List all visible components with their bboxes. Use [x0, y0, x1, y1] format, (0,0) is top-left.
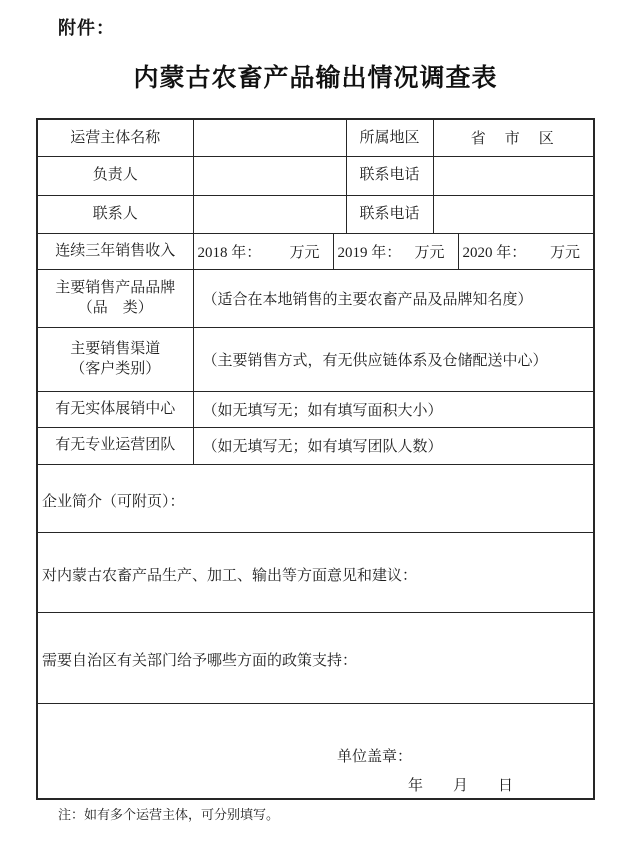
suggestions-field[interactable]: 对内蒙古农畜产品生产、加工、输出等方面意见和建议：	[37, 532, 594, 612]
contact-field[interactable]	[193, 195, 346, 233]
table-row	[37, 233, 594, 269]
revenue-label: 连续三年销售收入	[37, 233, 193, 269]
operation-team-field[interactable]: （如无填写无；如有填写团队人数）	[193, 427, 594, 464]
sales-channel-field[interactable]: （主要销售方式，有无供应链体系及仓储配送中心）	[193, 327, 594, 391]
table-row	[37, 703, 594, 799]
entity-name-field[interactable]	[193, 119, 346, 156]
region-label: 所属地区	[346, 119, 433, 156]
year-2019-label: 2019 年：	[337, 244, 402, 261]
table-row	[37, 612, 594, 703]
table-row	[37, 269, 594, 327]
footnote: 注：如有多个运营主体，可分别填写。	[58, 807, 280, 822]
phone-label-2: 联系电话	[346, 195, 433, 233]
phone-field-1[interactable]	[433, 156, 594, 195]
company-intro-field[interactable]: 企业简介（可附页）：	[37, 464, 594, 532]
year-2020-label: 2020 年：	[462, 244, 527, 261]
product-brand-field[interactable]: （适合在本地销售的主要农畜产品及品牌知名度）	[193, 269, 594, 327]
policy-support-field[interactable]: 需要自治区有关部门给予哪些方面的政策支持：	[37, 612, 594, 703]
exhibition-center-label: 有无实体展销中心	[37, 391, 193, 427]
principal-label: 负责人	[37, 156, 193, 195]
table-row	[37, 156, 594, 195]
table-row	[37, 532, 594, 612]
unit-2020-label: 万元	[550, 244, 581, 261]
entity-name-label: 运营主体名称	[37, 119, 193, 156]
product-brand-label-line2: （品 类）	[77, 300, 153, 316]
operation-team-label: 有无专业运营团队	[37, 427, 193, 464]
unit-stamp-label: 单位盖章：	[337, 748, 413, 765]
stamp-cell[interactable]	[37, 703, 594, 799]
contact-label: 联系人	[37, 195, 193, 233]
page-title: 内蒙古农畜产品输出情况调查表	[133, 64, 498, 92]
sales-channel-label	[37, 327, 193, 391]
table-row	[37, 119, 594, 156]
table-row	[37, 195, 594, 233]
phone-label-1: 联系电话	[346, 156, 433, 195]
revenue-2018-field[interactable]	[193, 233, 333, 269]
table-row	[37, 327, 594, 391]
survey-table	[36, 118, 595, 800]
region-field[interactable]: 省 市 区	[433, 119, 594, 156]
date-label: 年 月 日	[408, 778, 514, 794]
attachment-label: 附件：	[58, 18, 115, 38]
year-2018-label: 2018 年：	[197, 244, 262, 261]
unit-2019-label: 万元	[414, 244, 445, 261]
phone-field-2[interactable]	[433, 195, 594, 233]
table-row	[37, 427, 594, 464]
exhibition-center-field[interactable]: （如无填写无；如有填写面积大小）	[193, 391, 594, 427]
product-brand-label	[37, 269, 193, 327]
table-row	[37, 391, 594, 427]
product-brand-label-line1: 主要销售产品品牌	[55, 279, 176, 296]
unit-2018-label: 万元	[289, 244, 320, 261]
table-row	[37, 464, 594, 532]
sales-channel-label-line1: 主要销售渠道	[70, 340, 161, 357]
sales-channel-label-line2: （客户类别）	[70, 361, 161, 377]
principal-field[interactable]	[193, 156, 346, 195]
revenue-2019-field[interactable]	[333, 233, 458, 269]
revenue-2020-field[interactable]	[458, 233, 594, 269]
